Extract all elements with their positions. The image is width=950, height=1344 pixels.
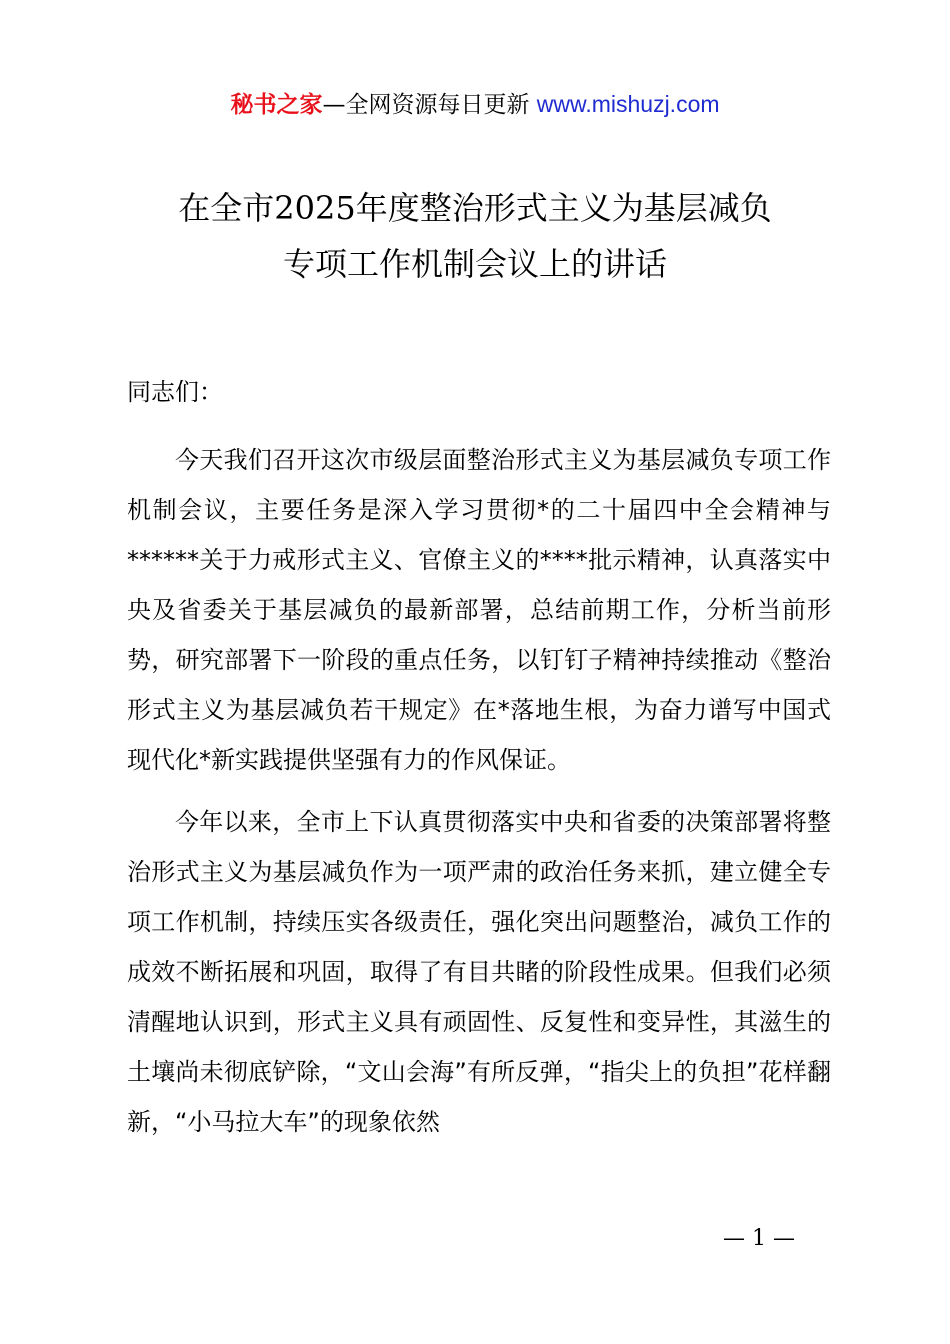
title-line-2: 专项工作机制会议上的讲话	[282, 245, 667, 283]
salutation: 同志们：	[127, 378, 223, 406]
header-brand: 秘书之家	[230, 92, 323, 118]
title-line-1: 在全市2025年度整治形式主义为基层减负	[178, 189, 772, 227]
document-title	[0, 180, 950, 292]
paragraph-1: 今天我们召开这次市级层面整治形式主义为基层减负专项工作机制会议，主要任务是深入学习贯彻*的二十届四中全会精神与******关于力戒形式主义、官僚主义的****批示精神，认真落实中央及省委关于基层减负的最新部署，总结前期工作，分析当前形势，研究部署下一阶段的重点任务，以钉钉子精神持续推动《整治形式主义为基层减负若干规定》在*落地生根，为奋力谱写中国式现代化*新实践提供坚强有力的作风保证。	[127, 446, 831, 774]
header-url-link[interactable]: www.mishuzj.com	[536, 91, 720, 117]
website-header	[0, 86, 950, 123]
paragraph-2: 今年以来，全市上下认真贯彻落实中央和省委的决策部署将整治形式主义为基层减负作为一项严肃的政治任务来抓，建立健全专项工作机制，持续压实各级责任，强化突出问题整治，减负工作的成效不断拓展和巩固，取得了有目共睹的阶段性成果。但我们必须清醒地认识到，形式主义具有顽固性、反复性和变异性，其滋生的土壤尚未彻底铲除，“文山会海”有所反弹，“指尖上的负担”花样翻新，“小马拉大车”的现象依然	[127, 808, 831, 1136]
header-tagline: —全网资源每日更新	[322, 92, 537, 118]
document-body	[127, 435, 831, 1159]
page-number: — 1 —	[723, 1226, 795, 1251]
